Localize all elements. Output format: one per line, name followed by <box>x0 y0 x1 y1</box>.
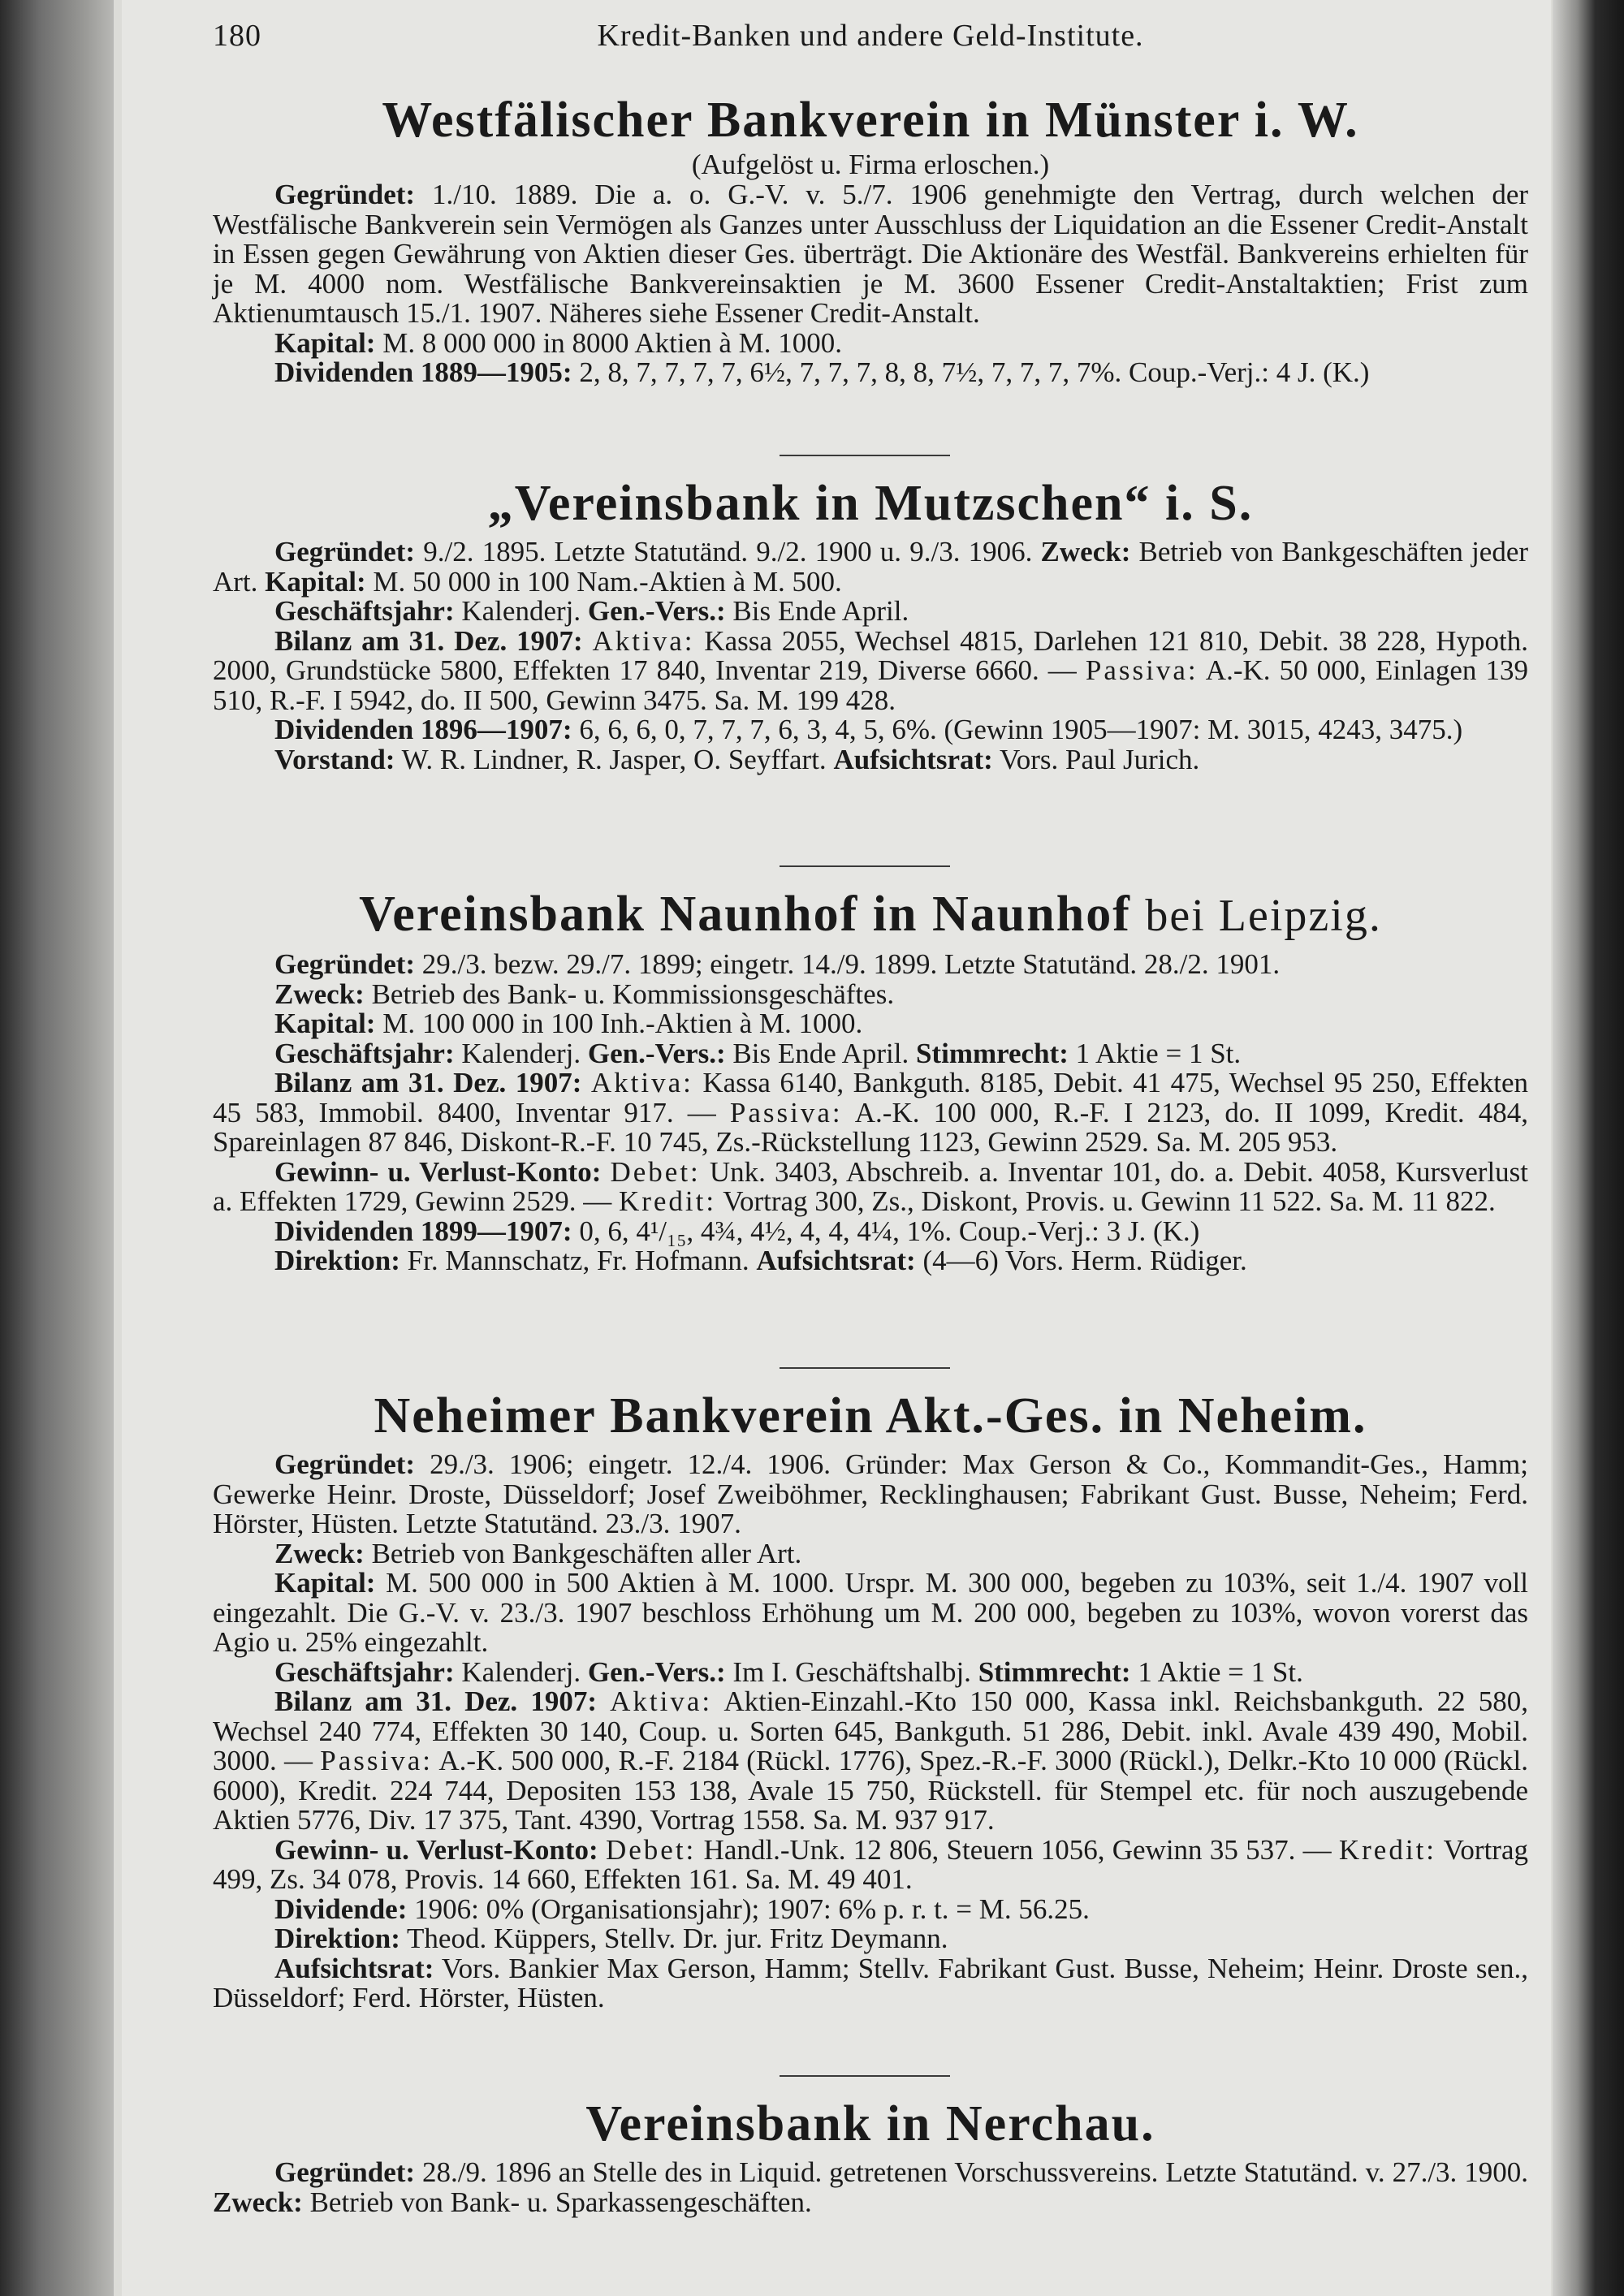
supervisory-board-text: Vors. Bankier Max Gerson, Hamm; Stellv. Fabrikant Gust. Busse, Neheim; Heinr. Droste sen., Düsseldorf; Ferd. Hörster, Hüsten. <box>213 1952 1528 2013</box>
label-purpose: Zweck: <box>213 2186 303 2218</box>
purpose-line <box>213 1539 1528 1569</box>
entry-body <box>213 180 1528 388</box>
label-supervisory-board: Aufsichtsrat: <box>833 743 993 775</box>
founded-text: 9./2. 1895. Letzte Statutänd. 9./2. 1900 u. 9./3. 1906. <box>423 536 1033 568</box>
dividends-paragraph <box>213 715 1528 745</box>
general-meeting-text: Bis Ende April. <box>732 595 909 627</box>
label-general-meeting: Gen.-Vers.: <box>587 1037 726 1069</box>
label-assets: Aktiva: <box>610 1685 713 1717</box>
fiscal-year-text: Kalenderj. <box>461 1655 581 1688</box>
supervisory-paragraph <box>213 1954 1528 2013</box>
purpose-text: Betrieb von Bankgeschäften jeder Art. <box>213 536 1529 598</box>
balance-paragraph <box>213 1687 1528 1836</box>
capital-line <box>213 1009 1528 1039</box>
page-number: 180 <box>213 19 261 53</box>
label-general-meeting: Gen.-Vers.: <box>587 595 726 627</box>
capital-text: M. 50 000 in 100 Nam.-Aktien à M. 500. <box>373 565 842 598</box>
fiscal-year-text: Kalenderj. <box>461 1037 581 1069</box>
label-capital: Kapital: <box>274 1008 376 1039</box>
label-assets: Aktiva: <box>590 1067 693 1098</box>
label-capital: Kapital: <box>274 1567 376 1599</box>
dividends-text: 6, 6, 6, 0, 7, 7, 7, 6, 3, 4, 5, 6%. (Gewinn 1905—1907: M. 3015, 4243, 3475.) <box>579 714 1463 745</box>
label-dividends: Dividenden 1889—1905: <box>274 356 572 388</box>
dividends-text: 0, 6, 4¹/₁₅, 4¾, 4½, 4, 4, 4¼, 1%. Coup.-Verj.: 3 J. (K.) <box>579 1215 1200 1247</box>
label-profit-loss: Gewinn- u. Verlust-Konto: <box>274 1155 602 1188</box>
label-fiscal-year: Geschäftsjahr: <box>274 1655 455 1688</box>
profit-loss-paragraph <box>213 1833 1528 1895</box>
board-text: W. R. Lindner, R. Jasper, O. Seyffart. <box>401 743 827 775</box>
liabilities-text: A.-K. 500 000, R.-F. 2184 (Rückl. 1776), Spez.-R.-F. 3000 (Rückl.), Delkr.-Kto 10 000 (Rückl. 6000), Kredit. 224 744, Depositen 153 138, Avale 15 750, Rückstell. für Stempel etc. für noch auszugebende Aktien 5776, Div. 17 375, Tant. 4390, Vortrag 1558. Sa. M. 937 917. <box>213 1745 1528 1836</box>
profit-loss-paragraph <box>213 1155 1529 1217</box>
label-balance: Bilanz am 31. Dez. 1907: <box>274 1685 597 1717</box>
dividends-line <box>213 358 1528 388</box>
entry-title: Westfälischer Bankverein in Münster i. W. <box>382 93 1359 148</box>
voting-right-text: 1 Aktie = 1 St. <box>1138 1655 1303 1688</box>
label-management: Direktion: <box>274 1923 400 1954</box>
dividend-line <box>213 1892 1528 1925</box>
general-meeting-text: Im I. Geschäftshalbj. <box>732 1655 971 1688</box>
label-purpose: Zweck: <box>1040 536 1131 568</box>
label-management: Direktion: <box>274 1245 400 1276</box>
purpose-line <box>213 980 1528 1010</box>
entry-body <box>213 1450 1528 2013</box>
entry-title-main: Vereinsbank Naunhof in Naunhof <box>359 887 1131 942</box>
management-line <box>213 1246 1528 1276</box>
label-debit: Debet: <box>605 1833 697 1866</box>
section-divider <box>780 865 950 867</box>
label-board: Vorstand: <box>274 743 395 775</box>
founded-text: 1./10. 1889. Die a. o. G.-V. v. 5./7. 1906 genehmigte den Vertrag, durch welchen der Westfälische Bankverein sein Vermögen als Ganzes unter Ausschluss der Liquidation an die Essener Credit-Anstalt in Essen gegen Gewährung von Aktien dieser Ges. überträgt. Die Aktionäre des Westfäl. Bankvereins erhielten für je M. 4000 nom. Westfälische Bankvereinsaktien je M. 3600 Essener Credit-Anstaltaktien; Frist zum Aktienumtausch 15./1. 1907. Näheres siehe Essener Credit-Anstalt. <box>213 179 1529 329</box>
entry-title: „Vereinsbank in Mutzschen“ i. S. <box>487 476 1254 531</box>
label-balance: Bilanz am 31. Dez. 1907: <box>274 624 583 657</box>
management-text: Fr. Mannschatz, Fr. Hofmann. <box>407 1245 749 1276</box>
management-text: Theod. Küppers, Stellv. Dr. jur. Fritz Deymann. <box>407 1923 948 1954</box>
label-dividends: Dividenden 1899—1907: <box>274 1215 572 1247</box>
label-liabilities: Passiva: <box>1085 654 1199 686</box>
label-liabilities: Passiva: <box>729 1096 843 1129</box>
capital-line <box>213 326 1528 359</box>
running-title: Kredit-Banken und andere Geld-Institute. <box>597 19 1144 53</box>
entry-neheimer-bankverein <box>213 1387 1528 2013</box>
entry-body <box>213 2158 1528 2217</box>
entry-title: Neheimer Bankverein Akt.-Ges. in Neheim. <box>374 1388 1367 1444</box>
entry-title <box>213 885 1528 945</box>
founded-paragraph <box>213 2158 1528 2217</box>
label-founded: Gegründet: <box>274 948 416 980</box>
label-founded: Gegründet: <box>274 1448 416 1480</box>
label-purpose: Zweck: <box>274 1537 365 1569</box>
founded-paragraph <box>213 1450 1528 1539</box>
liabilities-text: A.-K. 100 000, R.-F. I 2123, do. II 1099, Kredit. 484, Spareinlagen 87 846, Diskont-R.-F. 10 745, Zs.-Rückstellung 1123, Gewinn 2529. Sa. M. 205 953. <box>213 1096 1529 1158</box>
purpose-text: Betrieb des Bank- u. Kommissionsgeschäftes. <box>371 978 895 1010</box>
entry-subtitle: (Aufgelöst u. Firma erloschen.) <box>691 149 1050 180</box>
credit-text: Vortrag 499, Zs. 34 078, Provis. 14 660, Effekten 161. Sa. M. 49 401. <box>213 1833 1528 1895</box>
fiscal-line <box>213 1039 1528 1069</box>
label-fiscal-year: Geschäftsjahr: <box>274 595 455 627</box>
label-voting-right: Stimmrecht: <box>915 1037 1069 1069</box>
label-balance: Bilanz am 31. Dez. 1907: <box>274 1067 582 1098</box>
capital-text: M. 500 000 in 500 Aktien à M. 1000. Urspr. M. 300 000, begeben zu 103%, seit 1./4. 1907 voll eingezahlt. Die G.-V. v. 23./3. 1907 beschloss Erhöhung um M. 200 000, begeben zu 103%, wovon vorerst das Agio u. 25% eingezahlt. <box>213 1567 1529 1658</box>
fiscal-line <box>213 597 1528 627</box>
label-supervisory-board: Aufsichtsrat: <box>756 1245 916 1276</box>
capital-text: M. 8 000 000 in 8000 Aktien à M. 1000. <box>382 326 843 359</box>
label-capital: Kapital: <box>274 326 376 359</box>
purpose-text: Betrieb von Bankgeschäften aller Art. <box>371 1537 802 1569</box>
supervisory-board-text: (4—6) Vors. Herm. Rüdiger. <box>922 1245 1247 1276</box>
label-debit: Debet: <box>610 1155 701 1188</box>
label-founded: Gegründet: <box>274 179 416 210</box>
section-divider <box>780 1367 950 1369</box>
entry-vereinsbank-nerchau <box>213 2095 1528 2217</box>
label-general-meeting: Gen.-Vers.: <box>587 1655 726 1688</box>
assets-text: Aktien-Einzahl.-Kto 150 000, Kassa inkl. Reichsbankguth. 22 580, Wechsel 240 774, Effekten 30 140, Coup. u. Sorten 645, Bankguth. 51 286, Debit. inkl. Avale 439 490, Mobil. 3000. — <box>213 1685 1528 1776</box>
debit-text: Unk. 3403, Abschreib. a. Inventar 101, do. a. Debit. 4058, Kursverlust a. Effekten 1729, Gewinn 2529. — <box>213 1155 1529 1217</box>
entry-westfaelischer-bankverein <box>213 91 1528 388</box>
dividends-text: 2, 8, 7, 7, 7, 7, 6½, 7, 7, 7, 8, 8, 7½, 7, 7, 7, 7%. Coup.-Verj.: 4 J. (K.) <box>579 356 1370 388</box>
section-divider <box>780 2075 950 2077</box>
entry-title-location: bei Leipzig. <box>1145 891 1382 941</box>
entry-vereinsbank-naunhof <box>213 885 1528 1276</box>
entry-body <box>213 537 1528 775</box>
capital-paragraph <box>213 1569 1528 1658</box>
label-fiscal-year: Geschäftsjahr: <box>274 1037 455 1069</box>
capital-text: M. 100 000 in 100 Inh.-Aktien à M. 1000. <box>382 1008 863 1039</box>
credit-text: Vortrag 300, Zs., Diskont, Provis. u. Gewinn 11 522. Sa. M. 11 822. <box>723 1185 1496 1217</box>
label-supervisory-board: Aufsichtsrat: <box>274 1952 434 1984</box>
assets-text: Kassa 6140, Bankguth. 8185, Debit. 41 475, Wechsel 95 250, Effekten 45 583, Immobil. 8400, Inventar 917. — <box>213 1067 1528 1129</box>
founded-text: 28./9. 1896 an Stelle des in Liquid. getretenen Vorschussvereins. Letzte Statutänd. v. 27./3. 1900. <box>422 2156 1529 2188</box>
balance-paragraph <box>213 624 1529 716</box>
label-voting-right: Stimmrecht: <box>978 1655 1131 1688</box>
board-line <box>213 745 1528 775</box>
label-credit: Kredit: <box>1338 1833 1437 1866</box>
founded-text: 29./3. bezw. 29./7. 1899; eingetr. 14./9. 1899. Letzte Statutänd. 28./2. 1901. <box>421 948 1281 980</box>
general-meeting-text: Bis Ende April. <box>732 1037 909 1069</box>
fiscal-year-text: Kalenderj. <box>461 595 581 627</box>
label-assets: Aktiva: <box>592 624 695 657</box>
founded-line <box>213 950 1528 980</box>
label-credit: Kredit: <box>618 1185 717 1217</box>
founded-text: 29./3. 1906; eingetr. 12./4. 1906. Gründer: Max Gerson & Co., Kommandit-Ges., Hamm; Gewerke Heinr. Droste, Düsseldorf; Josef Zweiböhmer, Recklinghausen; Fabrikant Gust. Busse, Neheim; Ferd. Hörster, Hüsten. Letzte Statutänd. 23./3. 1907. <box>213 1448 1528 1539</box>
entry-vereinsbank-mutzschen <box>213 474 1528 775</box>
right-page-edge <box>1553 0 1624 2296</box>
founded-paragraph <box>213 537 1528 597</box>
label-founded: Gegründet: <box>274 536 416 568</box>
debit-text: Handl.-Unk. 12 806, Steuern 1056, Gewinn 35 537. — <box>703 1833 1332 1866</box>
dividends-line <box>213 1217 1528 1247</box>
balance-paragraph <box>213 1068 1528 1158</box>
purpose-text: Betrieb von Bank- u. Sparkassengeschäften. <box>309 2186 812 2218</box>
label-purpose: Zweck: <box>274 978 365 1010</box>
founded-paragraph <box>213 180 1528 329</box>
label-liabilities: Passiva: <box>320 1745 434 1776</box>
dividend-text: 1906: 0% (Organisationsjahr); 1907: 6% p. r. t. = M. 56.25. <box>414 1892 1090 1925</box>
section-divider <box>780 455 950 456</box>
label-dividend: Dividende: <box>274 1892 408 1925</box>
entry-title: Vereinsbank in Nerchau. <box>585 2096 1155 2151</box>
entry-body <box>213 950 1528 1276</box>
running-header <box>213 18 1528 60</box>
fiscal-line <box>213 1655 1528 1688</box>
label-founded: Gegründet: <box>274 2156 416 2188</box>
liabilities-text: A.-K. 50 000, Einlagen 139 510, R.-F. I 5942, do. II 500, Gewinn 3475. Sa. M. 199 428. <box>213 654 1529 716</box>
management-line <box>213 1924 1528 1954</box>
voting-right-text: 1 Aktie = 1 St. <box>1075 1037 1242 1069</box>
supervisory-board-text: Vors. Paul Jurich. <box>999 743 1200 775</box>
label-profit-loss: Gewinn- u. Verlust-Konto: <box>274 1833 598 1866</box>
label-capital: Kapital: <box>265 565 366 598</box>
book-binding-edge <box>0 0 114 2296</box>
label-dividends: Dividenden 1896—1907: <box>274 714 572 745</box>
assets-text: Kassa 2055, Wechsel 4815, Darlehen 121 810, Debit. 38 228, Hypoth. 2000, Grundstücke 5800, Effekten 17 840, Inventar 219, Diverse 6660. — <box>213 624 1529 686</box>
